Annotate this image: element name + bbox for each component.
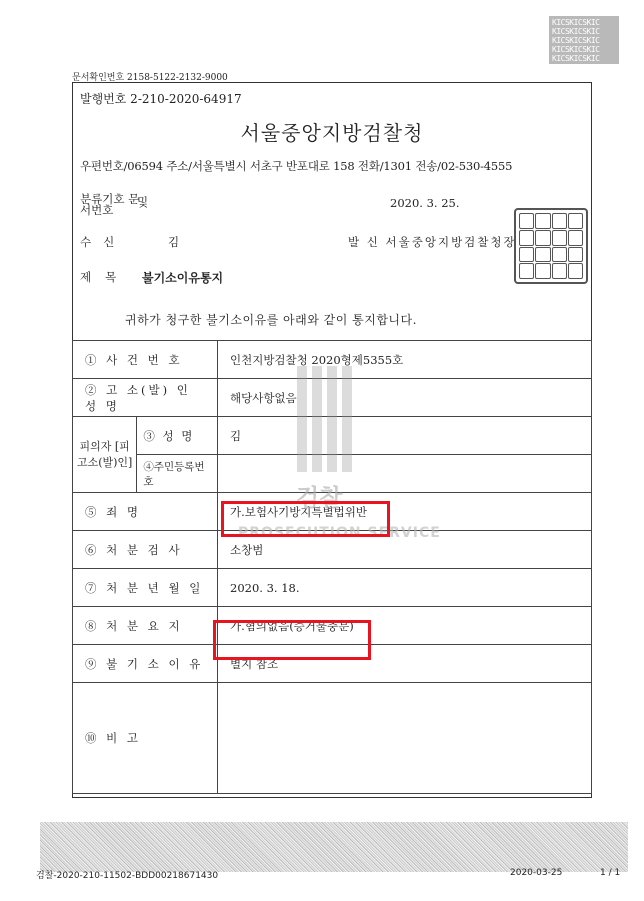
corner-watermark-stamp [549,16,619,64]
recipient-label: 수신 [80,235,127,249]
disposition-highlight-box [213,620,371,660]
intro-sentence: 귀하가 청구한 불기소이유를 아래와 같이 통지합니다. [125,313,417,327]
subject-value: 불기소이유통지 [142,271,224,285]
suspect-name-label: ③ 성 명 [137,417,218,455]
sender-line: 발 신 서울중앙지방검찰청장 [348,235,517,249]
document-confirmation-number: 문서확인번호 2158-5122-2132-9000 [72,73,228,83]
charge-highlight-box [221,501,390,537]
charge-label: ⑤ 죄 명 [73,493,218,531]
document-date: 2020. 3. 25. [390,196,460,210]
classification-label: 분류기호 문서번호 [80,192,140,217]
corner-watermark-line: KICSKICSKIC [552,18,600,27]
corner-watermark-line: KICSKICSKIC [552,45,600,54]
issue-number: 발행번호 2-210-2020-64917 [80,92,242,106]
prosecutor-value: 소창범 [218,531,592,569]
footer-document-id: 검찰-2020-210-11502-BDD00218671430 [36,871,219,881]
complainant-value: 해당사항없음 [218,379,592,417]
official-seal [514,208,588,284]
reason-label: ⑨ 불 기 소 이 유 [73,645,218,683]
table-row [73,569,592,607]
disposition-date-label: ⑦ 처 분 년 월 일 [73,569,218,607]
corner-watermark-line: KICSKICSKIC [552,54,600,63]
prosecutor-label: ⑥ 처 분 검 사 [73,531,218,569]
agency-title: 서울중앙지방검찰청 [240,121,424,145]
subject-label: 제목 [80,270,131,284]
remarks-value [218,683,592,794]
case-number-value: 인천지방검찰청 2020형제5355호 [218,341,592,379]
corner-watermark-line: KICSKICSKIC [552,27,600,36]
disposition-gist-label: ⑧ 처 분 요 지 [73,607,218,645]
suspect-id-value [218,455,592,493]
reason-value: 별지 참조 [218,645,592,683]
footer-date: 2020-03-25 [510,868,563,878]
suspect-group-label: 피의자 [피고소(발)인] [73,417,137,493]
disposition-gist-value: 가.혐의없음(증거불충분) [218,607,592,645]
watermark-text-ko: 검찰 [296,484,343,512]
watermark-text-en: PROSECUTION SERVICE [238,525,441,541]
charge-value: 가.보험사기방지특별법위반 [218,493,592,531]
suspect-name-value: 김 [218,417,592,455]
security-noise-band [40,822,628,872]
agency-address: 우편번호/06594 주소/서울특별시 서초구 반포대로 158 전화/1301 전송/02-530-4555 [80,159,513,173]
suspect-id-label: ④주민등록번호 [137,455,218,493]
table-row [73,683,592,794]
case-number-label: ① 사 건 번 호 [73,341,218,379]
watermark-logo-bars [297,366,353,472]
disposition-date-value: 2020. 3. 18. [218,569,592,607]
recipient-value: 김 [168,235,180,249]
classification-and: 및 [137,195,149,209]
corner-watermark-line: KICSKICSKIC [552,36,600,45]
remarks-label: ⑩ 비 고 [73,683,218,794]
complainant-label: ② 고 소(발) 인 성 명 [73,379,218,417]
footer-page-number: 1 / 1 [600,868,621,878]
